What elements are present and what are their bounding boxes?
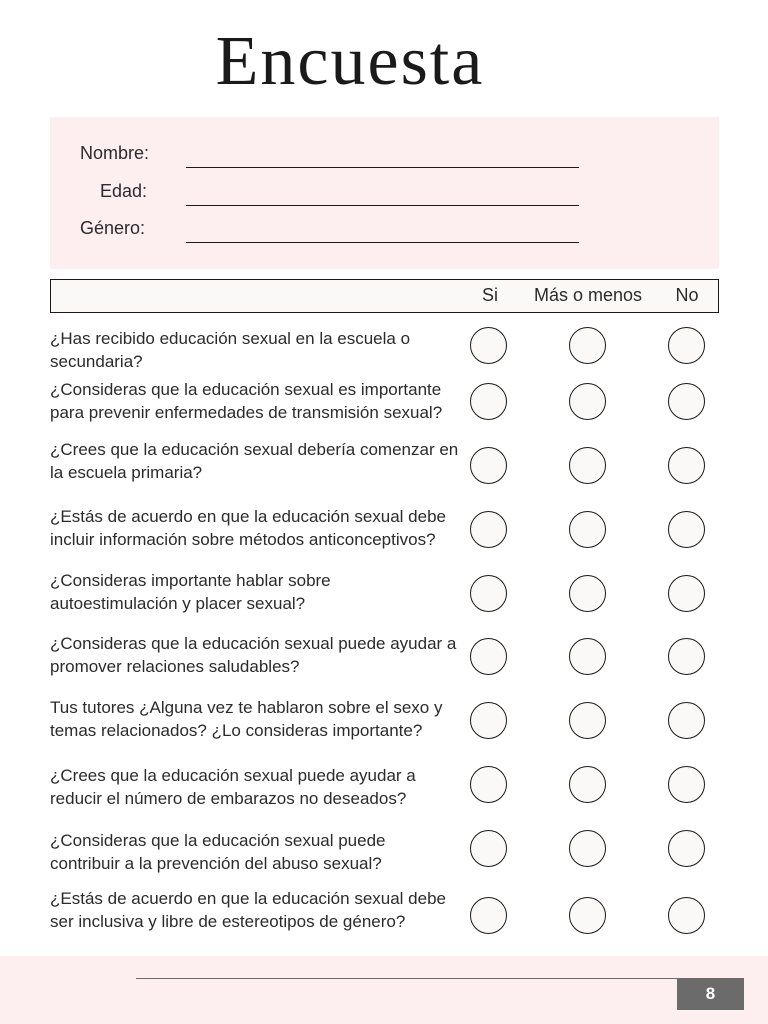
option-mas-o-menos-q9[interactable] (569, 830, 606, 867)
column-header-si: Si (481, 285, 498, 305)
option-no-q6[interactable] (668, 638, 705, 675)
personal-info-box (50, 117, 719, 269)
option-no-q3[interactable] (668, 447, 705, 484)
option-mas-o-menos-q4[interactable] (569, 511, 606, 548)
question-text-6: ¿Consideras que la educación sexual puede ayudar a promover relaciones saludables? (50, 634, 457, 676)
footer-band (0, 956, 768, 1024)
option-si-q8[interactable] (470, 766, 507, 803)
option-si-q5[interactable] (470, 575, 507, 612)
column-header-mas-o-menos: Más o menos (533, 285, 643, 305)
option-si-q9[interactable] (470, 830, 507, 867)
survey-title: Encuesta (215, 23, 485, 100)
age-field[interactable] (186, 205, 579, 206)
question-text-8: ¿Crees que la educación sexual puede ayudar a reducir el número de embarazos no deseados? (50, 766, 416, 808)
option-si-q3[interactable] (470, 447, 507, 484)
name-label: Nombre: (80, 143, 150, 163)
question-text-4: ¿Estás de acuerdo en que la educación sexual debe incluir información sobre métodos anticonceptivos? (50, 507, 446, 549)
question-text-10: ¿Estás de acuerdo en que la educación sexual debe ser inclusiva y libre de estereotipos de género? (50, 889, 446, 931)
name-field-row (80, 143, 550, 169)
option-no-q5[interactable] (668, 575, 705, 612)
answer-header-bar (50, 279, 719, 313)
age-field-row (80, 181, 550, 207)
option-si-q2[interactable] (470, 383, 507, 420)
age-label: Edad: (100, 181, 148, 201)
option-no-q2[interactable] (668, 383, 705, 420)
option-si-q4[interactable] (470, 511, 507, 548)
option-mas-o-menos-q1[interactable] (569, 327, 606, 364)
column-header-no: No (675, 285, 699, 305)
question-text-9: ¿Consideras que la educación sexual puede contribuir a la prevención del abuso sexual? (50, 831, 386, 873)
question-text-7: Tus tutores ¿Alguna vez te hablaron sobre el sexo y temas relacionados? ¿Lo consideras importante? (50, 698, 443, 740)
option-si-q10[interactable] (470, 897, 507, 934)
option-no-q9[interactable] (668, 830, 705, 867)
option-no-q1[interactable] (668, 327, 705, 364)
option-no-q7[interactable] (668, 702, 705, 739)
option-no-q8[interactable] (668, 766, 705, 803)
option-mas-o-menos-q6[interactable] (569, 638, 606, 675)
option-si-q7[interactable] (470, 702, 507, 739)
gender-field[interactable] (186, 242, 579, 243)
option-mas-o-menos-q5[interactable] (569, 575, 606, 612)
option-mas-o-menos-q8[interactable] (569, 766, 606, 803)
gender-label: Género: (80, 218, 146, 238)
name-field[interactable] (186, 167, 579, 168)
option-mas-o-menos-q10[interactable] (569, 897, 606, 934)
question-text-2: ¿Consideras que la educación sexual es importante para prevenir enfermedades de transmisión sexual? (50, 380, 443, 422)
option-si-q1[interactable] (470, 327, 507, 364)
option-mas-o-menos-q2[interactable] (569, 383, 606, 420)
option-si-q6[interactable] (470, 638, 507, 675)
option-mas-o-menos-q7[interactable] (569, 702, 606, 739)
question-text-5: ¿Consideras importante hablar sobre autoestimulación y placer sexual? (50, 571, 331, 613)
page-number-badge: 8 (677, 978, 744, 1010)
option-no-q4[interactable] (668, 511, 705, 548)
option-no-q10[interactable] (668, 897, 705, 934)
footer-divider (136, 978, 744, 979)
gender-field-row (80, 218, 550, 244)
question-text-3: ¿Crees que la educación sexual debería comenzar en la escuela primaria? (50, 440, 459, 482)
option-mas-o-menos-q3[interactable] (569, 447, 606, 484)
question-text-1: ¿Has recibido educación sexual en la escuela o secundaria? (50, 329, 411, 371)
